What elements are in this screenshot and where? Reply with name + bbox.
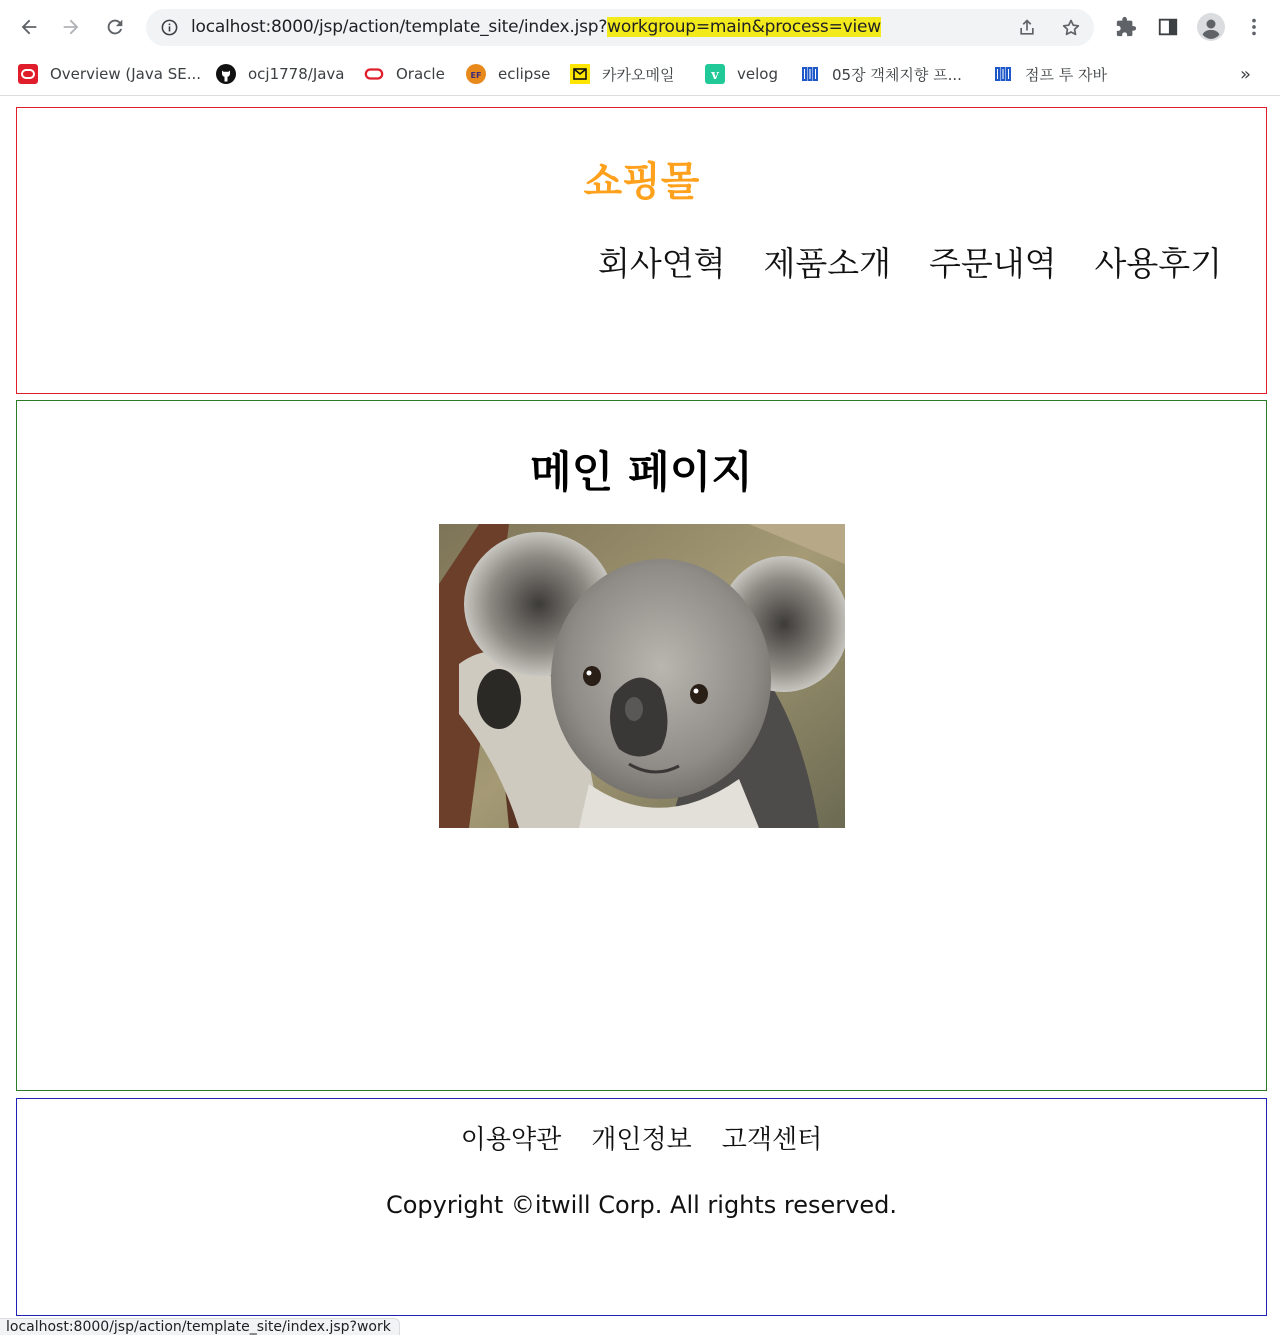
url-text[interactable] bbox=[191, 17, 881, 37]
share-icon bbox=[1017, 18, 1037, 38]
browser-toolbar bbox=[0, 0, 1280, 54]
book-icon bbox=[993, 64, 1013, 84]
status-bar: localhost:8000/jsp/action/template_site/index.jsp?work bbox=[0, 1318, 400, 1335]
side-panel-icon bbox=[1157, 16, 1179, 38]
footer-link-privacy[interactable]: 개인정보 bbox=[591, 1125, 692, 1155]
bookmark-label: Overview (Java SE... bbox=[50, 65, 201, 83]
svg-text:EF: EF bbox=[470, 71, 482, 80]
puzzle-icon bbox=[1115, 16, 1137, 38]
bookmark-overview[interactable] bbox=[18, 59, 201, 89]
kakao-mail-icon bbox=[570, 64, 590, 84]
eclipse-icon bbox=[466, 64, 486, 84]
arrow-left-icon bbox=[18, 16, 40, 38]
svg-text:v: v bbox=[711, 68, 719, 83]
footer-link-terms[interactable]: 이용약관 bbox=[460, 1125, 562, 1155]
bookmark-kakao-mail[interactable] bbox=[570, 59, 674, 89]
more-bookmarks-button[interactable]: » bbox=[1240, 64, 1252, 85]
bookmark-label: 05장 객체지향 프... bbox=[832, 65, 962, 84]
star-icon bbox=[1061, 18, 1081, 38]
bookmark-label: ocj1778/Java bbox=[248, 65, 345, 83]
book-icon bbox=[800, 64, 820, 84]
bookmark-label: 카카오메일 bbox=[602, 65, 675, 84]
koala-photo bbox=[439, 524, 845, 828]
menu-button[interactable] bbox=[1240, 13, 1268, 41]
address-bar[interactable] bbox=[146, 9, 1094, 46]
share-button[interactable] bbox=[1014, 15, 1040, 41]
side-panel-button[interactable] bbox=[1154, 13, 1182, 41]
avatar-icon bbox=[1197, 13, 1225, 41]
info-icon[interactable] bbox=[160, 18, 179, 37]
reload-icon bbox=[104, 16, 126, 38]
page-title: 메인 페이지 bbox=[530, 448, 753, 498]
oracle-icon bbox=[364, 64, 384, 84]
main-menu bbox=[598, 238, 1222, 285]
bookmark-star-button[interactable] bbox=[1058, 15, 1084, 41]
profile-button[interactable] bbox=[1197, 13, 1225, 41]
menu-item-orders[interactable]: 주문내역 bbox=[928, 244, 1057, 283]
extensions-button[interactable] bbox=[1112, 13, 1140, 41]
bookmark-oracle[interactable] bbox=[364, 59, 445, 89]
oracle-icon bbox=[18, 64, 38, 84]
bookmark-jump-to-java[interactable] bbox=[993, 59, 1107, 89]
header-section bbox=[16, 107, 1267, 394]
arrow-right-icon bbox=[60, 16, 82, 38]
bookmark-label: eclipse bbox=[498, 65, 551, 83]
reload-button[interactable] bbox=[100, 12, 130, 42]
bookmark-chapter5[interactable] bbox=[800, 59, 962, 89]
menu-item-history[interactable]: 회사연혁 bbox=[597, 244, 726, 283]
menu-item-reviews[interactable]: 사용후기 bbox=[1094, 244, 1222, 283]
back-button[interactable] bbox=[14, 12, 44, 42]
bookmark-label: 점프 투 자바 bbox=[1025, 65, 1107, 84]
kebab-menu-icon bbox=[1243, 16, 1265, 38]
main-section bbox=[16, 400, 1267, 1091]
menu-item-products[interactable]: 제품소개 bbox=[763, 244, 891, 283]
bookmark-eclipse[interactable] bbox=[466, 59, 550, 89]
bookmark-label: Oracle bbox=[396, 65, 445, 83]
url-highlight: workgroup=main&process=view bbox=[607, 17, 881, 37]
site-title: 쇼핑몰 bbox=[583, 159, 700, 205]
url-prefix: localhost:8000/jsp/action/template_site/index.jsp? bbox=[191, 17, 608, 37]
footer-section bbox=[16, 1098, 1267, 1316]
footer-link-support[interactable]: 고객센터 bbox=[721, 1125, 823, 1155]
bookmark-label: velog bbox=[737, 65, 778, 83]
bookmark-github[interactable] bbox=[216, 59, 345, 89]
footer-links bbox=[17, 1119, 1266, 1156]
bookmark-velog[interactable] bbox=[705, 59, 778, 89]
bookmarks-bar bbox=[0, 54, 1280, 96]
velog-icon bbox=[705, 64, 725, 84]
copyright-text: Copyright ©itwill Corp. All rights reserved. bbox=[385, 1191, 898, 1219]
github-icon bbox=[216, 64, 236, 84]
forward-button[interactable] bbox=[56, 12, 86, 42]
